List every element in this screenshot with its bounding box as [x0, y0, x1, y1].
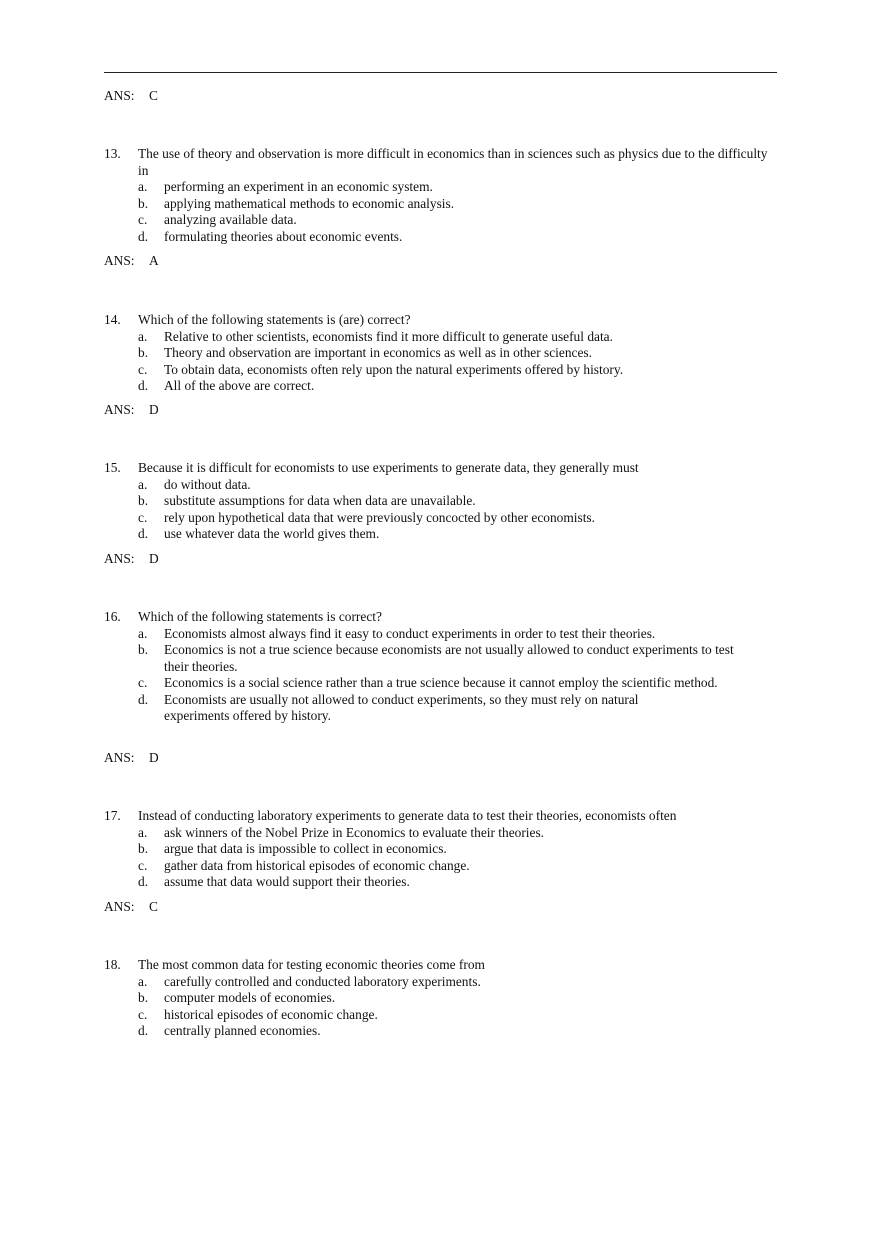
question-15: [104, 460, 777, 543]
question-stem: Which of the following statements is correct?: [138, 609, 382, 624]
options-list: [138, 974, 777, 1040]
option-a: a. Relative to other scientists, economists find it more difficult to generate useful data.: [138, 328, 613, 344]
question-14: [104, 312, 777, 395]
question-stem: Instead of conducting laboratory experiments to generate data to test their theories, economists often: [138, 808, 677, 823]
answer-line: ANS: D: [104, 551, 159, 566]
options-list: [138, 825, 777, 891]
answer-line: ANS: C: [104, 899, 158, 914]
option-b: b. Theory and observation are important in economics as well as in other sciences.: [138, 345, 592, 360]
question-number: 14.: [104, 312, 121, 327]
option-b: b. applying mathematical methods to economic analysis.: [138, 195, 455, 211]
option-c: c. analyzing available data.: [138, 212, 297, 227]
answer-line: ANS: D: [104, 402, 159, 417]
option-b: b. argue that data is impossible to collect in economics.: [138, 841, 447, 856]
option-a: a. do without data.: [138, 476, 251, 492]
question-number: 13.: [104, 146, 121, 161]
question-stem: The most common data for testing economic theories come from: [138, 957, 485, 972]
option-a: a. Economists almost always find it easy to conduct experiments in order to test their theories.: [138, 625, 656, 641]
question-stem: The use of theory and observation is more difficult in economics than in sciences such as physics due to the difficulty in: [138, 146, 768, 178]
option-c: c. Economics is a social science rather than a true science because it cannot employ the scientific method.: [138, 675, 718, 690]
option-d: d. All of the above are correct.: [138, 378, 315, 393]
question-13: [104, 146, 777, 245]
answer-line: ANS: C: [104, 88, 158, 103]
options-list: [138, 329, 777, 395]
question-stem: Which of the following statements is (are) correct?: [138, 312, 411, 327]
option-c: c. To obtain data, economists often rely upon the natural experiments offered by history.: [138, 361, 624, 377]
question-number: 15.: [104, 460, 121, 475]
answer-line: ANS: D: [104, 750, 159, 765]
question-number: 17.: [104, 808, 121, 823]
option-a: a. carefully controlled and conducted laboratory experiments.: [138, 973, 481, 989]
question-17: [104, 808, 777, 891]
option-d: d. assume that data would support their theories.: [138, 874, 410, 889]
question-16: [104, 609, 777, 725]
option-d: d. formulating theories about economic events.: [138, 228, 403, 244]
question-stem: Because it is difficult for economists to use experiments to generate data, they generally must: [138, 460, 639, 475]
option-d: d. use whatever data the world gives them.: [138, 526, 380, 541]
options-list: [138, 477, 777, 543]
answer-line: ANS: A: [104, 253, 159, 268]
option-d: d. centrally planned economies.: [138, 1023, 321, 1038]
option-d: d. Economists are usually not allowed to conduct experiments, so they must rely on natural experiments offered by history.: [138, 691, 639, 723]
options-list: [138, 626, 777, 725]
question-number: 18.: [104, 957, 121, 972]
option-c: c. rely upon hypothetical data that were previously concocted by other economists.: [138, 509, 595, 525]
options-list: [138, 179, 777, 245]
option-a: a. performing an experiment in an economic system.: [138, 179, 433, 194]
header-rule: [104, 72, 777, 73]
option-a: a. ask winners of the Nobel Prize in Economics to evaluate their theories.: [138, 824, 545, 840]
option-b: b. Economics is not a true science because economists are not usually allowed to conduct experiments to test their theories.: [138, 642, 734, 674]
question-number: 16.: [104, 609, 121, 624]
option-b: b. computer models of economies.: [138, 990, 336, 1005]
option-c: c. gather data from historical episodes of economic change.: [138, 857, 470, 873]
option-c: c. historical episodes of economic change.: [138, 1006, 378, 1022]
option-b: b. substitute assumptions for data when data are unavailable.: [138, 493, 476, 508]
question-18: [104, 957, 777, 1040]
